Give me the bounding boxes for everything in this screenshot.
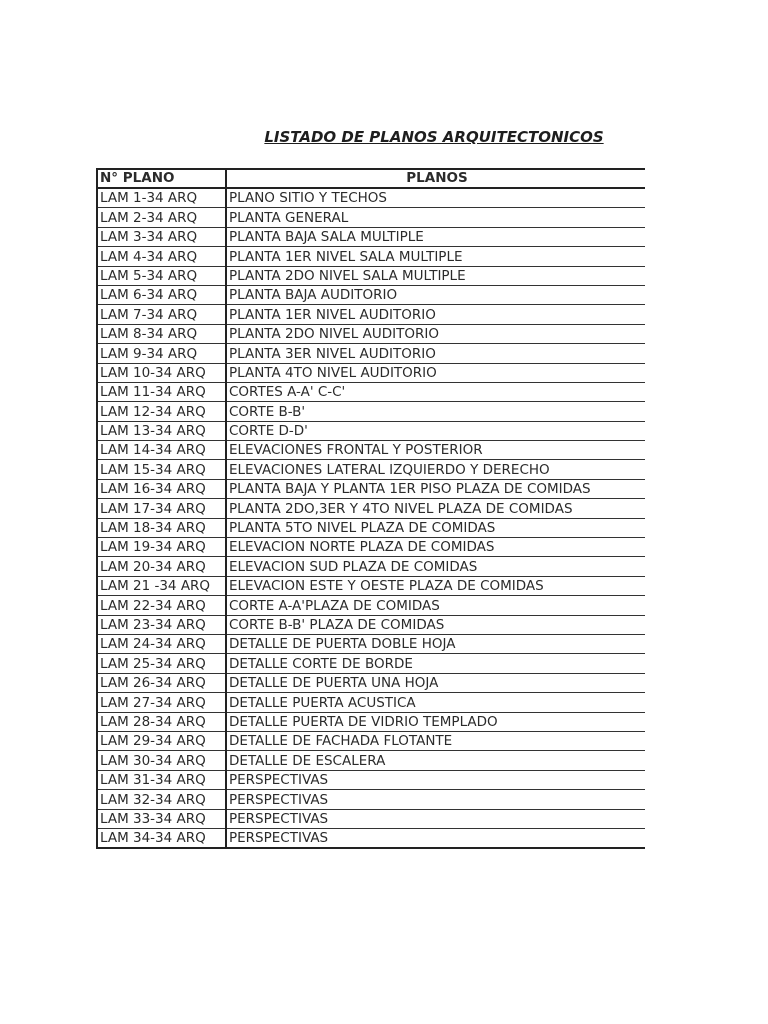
plan-number-cell: LAM 27-34 ARQ [97, 693, 226, 712]
table-row [97, 731, 645, 750]
plan-number-cell: LAM 18-34 ARQ [97, 518, 226, 537]
table-row [97, 809, 645, 828]
table-row [97, 499, 645, 518]
table-row [97, 673, 645, 692]
plan-name-cell: PERSPECTIVAS [226, 790, 645, 809]
plan-name-cell: PLANTA BAJA SALA MULTIPLE [226, 227, 645, 246]
plan-name-cell: PLANTA BAJA Y PLANTA 1ER PISO PLAZA DE COMIDAS [226, 479, 645, 498]
table-row [97, 421, 645, 440]
table-row [97, 770, 645, 789]
table-row [97, 634, 645, 653]
table-row [97, 208, 645, 227]
plan-name-cell: ELEVACIONES LATERAL IZQUIERDO Y DERECHO [226, 460, 645, 479]
plan-name-cell: DETALLE DE PUERTA DOBLE HOJA [226, 634, 645, 653]
plan-name-cell: PLANO SITIO Y TECHOS [226, 188, 645, 208]
plan-number-cell: LAM 6-34 ARQ [97, 285, 226, 304]
table-row [97, 518, 645, 537]
plan-number-cell: LAM 25-34 ARQ [97, 654, 226, 673]
plan-number-cell: LAM 24-34 ARQ [97, 634, 226, 653]
plan-number-cell: LAM 23-34 ARQ [97, 615, 226, 634]
page-title: LISTADO DE PLANOS ARQUITECTONICOS [264, 128, 604, 146]
table-row [97, 828, 645, 848]
plan-name-cell: PLANTA 2DO NIVEL SALA MULTIPLE [226, 266, 645, 285]
plan-name-cell: ELEVACION ESTE Y OESTE PLAZA DE COMIDAS [226, 576, 645, 595]
plan-name-cell: PLANTA 5TO NIVEL PLAZA DE COMIDAS [226, 518, 645, 537]
table-row [97, 188, 645, 208]
plan-number-cell: LAM 33-34 ARQ [97, 809, 226, 828]
table-row [97, 557, 645, 576]
table-row [97, 790, 645, 809]
table-body [97, 188, 645, 848]
table-row [97, 382, 645, 401]
plan-number-cell: LAM 15-34 ARQ [97, 460, 226, 479]
plan-number-cell: LAM 34-34 ARQ [97, 828, 226, 848]
plan-name-cell: ELEVACION NORTE PLAZA DE COMIDAS [226, 538, 645, 557]
plan-name-cell: CORTE B-B' PLAZA DE COMIDAS [226, 615, 645, 634]
plan-number-cell: LAM 3-34 ARQ [97, 227, 226, 246]
plan-name-cell: DETALLE PUERTA DE VIDRIO TEMPLADO [226, 712, 645, 731]
table-row [97, 247, 645, 266]
plan-name-cell: PLANTA GENERAL [226, 208, 645, 227]
plan-number-cell: LAM 26-34 ARQ [97, 673, 226, 692]
plan-name-cell: DETALLE DE ESCALERA [226, 751, 645, 770]
table-row [97, 538, 645, 557]
column-header-plan-number: N° PLANO [97, 169, 226, 188]
table-row [97, 596, 645, 615]
table-row [97, 285, 645, 304]
table-row [97, 654, 645, 673]
plan-number-cell: LAM 19-34 ARQ [97, 538, 226, 557]
plan-name-cell: PLANTA 2DO NIVEL AUDITORIO [226, 324, 645, 343]
plan-name-cell: PLANTA 2DO,3ER Y 4TO NIVEL PLAZA DE COMIDAS [226, 499, 645, 518]
plan-number-cell: LAM 31-34 ARQ [97, 770, 226, 789]
plan-number-cell: LAM 30-34 ARQ [97, 751, 226, 770]
plan-number-cell: LAM 2-34 ARQ [97, 208, 226, 227]
plan-name-cell: DETALLE CORTE DE BORDE [226, 654, 645, 673]
header-row [97, 169, 645, 188]
plan-number-cell: LAM 32-34 ARQ [97, 790, 226, 809]
plan-name-cell: CORTE A-A'PLAZA DE COMIDAS [226, 596, 645, 615]
plan-name-cell: CORTE D-D' [226, 421, 645, 440]
table-row [97, 266, 645, 285]
table-row [97, 615, 645, 634]
plan-name-cell: ELEVACION SUD PLAZA DE COMIDAS [226, 557, 645, 576]
plan-number-cell: LAM 12-34 ARQ [97, 402, 226, 421]
plan-number-cell: LAM 22-34 ARQ [97, 596, 226, 615]
plan-name-cell: PLANTA 1ER NIVEL SALA MULTIPLE [226, 247, 645, 266]
table-row [97, 324, 645, 343]
plan-name-cell: DETALLE DE PUERTA UNA HOJA [226, 673, 645, 692]
table-row [97, 363, 645, 382]
table-header [97, 169, 645, 188]
plan-number-cell: LAM 13-34 ARQ [97, 421, 226, 440]
plan-number-cell: LAM 5-34 ARQ [97, 266, 226, 285]
plans-table [96, 168, 645, 849]
plan-number-cell: LAM 4-34 ARQ [97, 247, 226, 266]
plan-number-cell: LAM 21 -34 ARQ [97, 576, 226, 595]
plan-name-cell: DETALLE PUERTA ACUSTICA [226, 693, 645, 712]
table-row [97, 402, 645, 421]
plan-number-cell: LAM 20-34 ARQ [97, 557, 226, 576]
plan-name-cell: PLANTA BAJA AUDITORIO [226, 285, 645, 304]
plan-number-cell: LAM 17-34 ARQ [97, 499, 226, 518]
plan-name-cell: CORTES A-A' C-C' [226, 382, 645, 401]
plan-number-cell: LAM 1-34 ARQ [97, 188, 226, 208]
table-row [97, 344, 645, 363]
plan-name-cell: DETALLE DE FACHADA FLOTANTE [226, 731, 645, 750]
table-row [97, 460, 645, 479]
plan-number-cell: LAM 28-34 ARQ [97, 712, 226, 731]
table-row [97, 441, 645, 460]
plan-number-cell: LAM 29-34 ARQ [97, 731, 226, 750]
plan-name-cell: PLANTA 1ER NIVEL AUDITORIO [226, 305, 645, 324]
plan-name-cell: ELEVACIONES FRONTAL Y POSTERIOR [226, 441, 645, 460]
plan-number-cell: LAM 16-34 ARQ [97, 479, 226, 498]
table-row [97, 712, 645, 731]
plan-number-cell: LAM 7-34 ARQ [97, 305, 226, 324]
table-row [97, 693, 645, 712]
plan-name-cell: PERSPECTIVAS [226, 809, 645, 828]
plan-name-cell: PLANTA 3ER NIVEL AUDITORIO [226, 344, 645, 363]
table-row [97, 305, 645, 324]
plan-number-cell: LAM 10-34 ARQ [97, 363, 226, 382]
plan-number-cell: LAM 9-34 ARQ [97, 344, 226, 363]
plan-name-cell: PERSPECTIVAS [226, 828, 645, 848]
plan-name-cell: PERSPECTIVAS [226, 770, 645, 789]
plan-name-cell: CORTE B-B' [226, 402, 645, 421]
table-row [97, 576, 645, 595]
plan-number-cell: LAM 11-34 ARQ [97, 382, 226, 401]
table-row [97, 751, 645, 770]
plan-number-cell: LAM 8-34 ARQ [97, 324, 226, 343]
column-header-plans: PLANOS [226, 169, 645, 188]
table-row [97, 479, 645, 498]
plan-name-cell: PLANTA 4TO NIVEL AUDITORIO [226, 363, 645, 382]
plan-number-cell: LAM 14-34 ARQ [97, 441, 226, 460]
table-row [97, 227, 645, 246]
